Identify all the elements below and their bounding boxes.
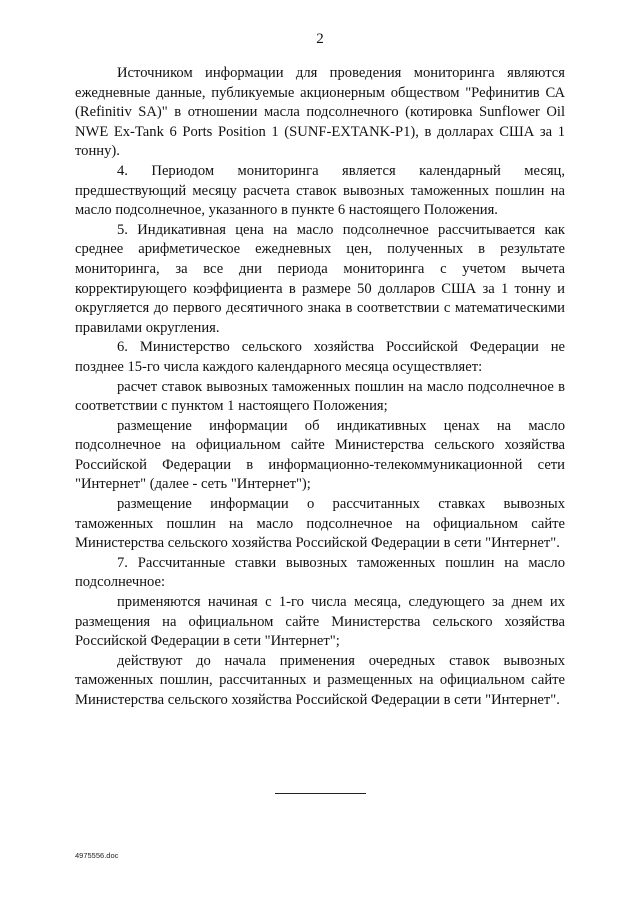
document-body	[75, 64, 565, 711]
paragraph-7-item-application-start: применяются начиная с 1-го числа месяца, следующего за днем их размещения на официальном сайте Министерства сельского хозяйства Российской Федерации в сети "Интернет";	[75, 594, 565, 650]
paragraph-6-ministry-duties: 6. Министерство сельского хозяйства Российской Федерации не позднее 15-го числа каждого календарного месяца осуществляет:	[75, 339, 565, 375]
paragraph-7-calculated-rates: 7. Рассчитанные ставки вывозных таможенных пошлин на масло подсолнечное:	[75, 554, 565, 591]
document-file-reference: 4975556.doc	[75, 851, 119, 860]
paragraph-6-item-rate-calculation: расчет ставок вывозных таможенных пошлин на масло подсолнечное в соответствии с пунктом 1 настоящего Положения;	[75, 378, 565, 415]
paragraph-5-indicative-price: 5. Индикативная цена на масло подсолнечное рассчитывается как среднее арифметическое ежедневных цен, полученных в результате мониторинга, за все дни периода мониторинга с учетом вычета корректирующего коэффициента в размере 50 долларов США за 1 тонну и округляется до первого десятичного знака в соответствии с математическими правилами округления.	[75, 221, 565, 336]
paragraph-7-item-validity: действуют до начала применения очередных ставок вывозных таможенных пошлин, рассчитанных и размещенных на официальном сайте Министерства сельского хозяйства Российской Федерации в сети "Интернет".	[75, 652, 565, 708]
paragraph-monitoring-source: Источником информации для проведения мониторинга являются ежедневные данные, публикуемые акционерным обществом "Рефинитив СА (Refinitiv SA)" в отношении масла подсолнечного (котировка Sunflower Oil NWE Ex-Tank 6 Ports Position 1 (SUNF-EXTANK-P1), в долларах США за 1 тонну).	[75, 65, 565, 160]
paragraph-4-monitoring-period: 4. Периодом мониторинга является календарный месяц, предшествующий месяцу расчета ставок вывозных таможенных пошлин на масло подсолнечное, указанного в пункте 6 настоящего Положения.	[75, 162, 565, 219]
paragraph-6-item-price-publication: размещение информации об индикативных ценах на масло подсолнечное на официальном сайте Министерства сельского хозяйства Российской Федерации в информационно-телекоммуникационной сети "Интернет" (далее - сеть "Интернет");	[75, 417, 565, 493]
end-divider	[275, 793, 366, 794]
page-number: 2	[316, 31, 324, 47]
paragraph-6-item-rate-publication: размещение информации о рассчитанных ставках вывозных таможенных пошлин на масло подсолнечное на официальном сайте Министерства сельского хозяйства Российской Федерации в сети "Интернет".	[75, 496, 565, 552]
